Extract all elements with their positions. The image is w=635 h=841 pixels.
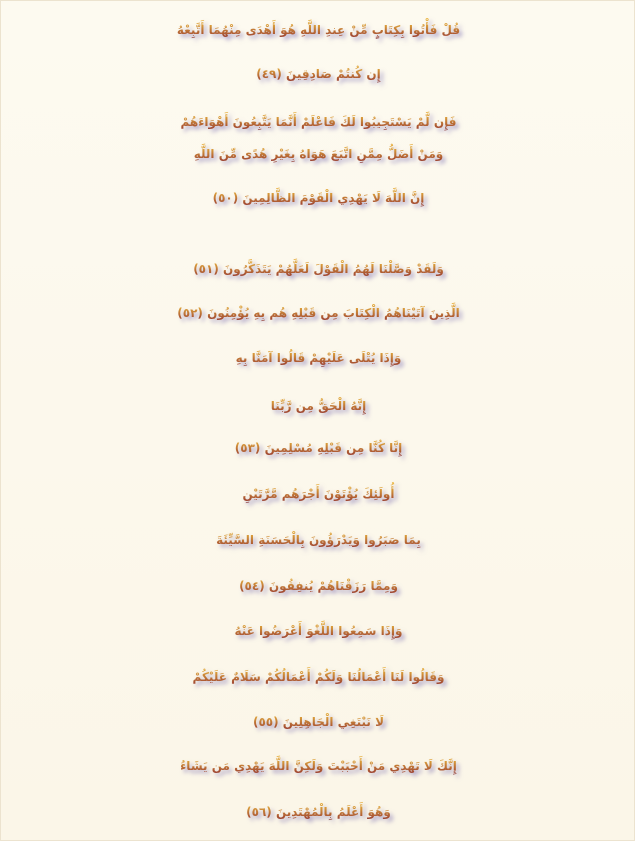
- verse-line: وَقَالُوا لَنَا أَعْمَالُنَا وَلَكُمْ أَعْمَالُكُمْ سَلَامٌ عَلَيْكُمْ: [1, 662, 635, 692]
- verse-line: وَإِذَا يُتْلَى عَلَيْهِمْ قَالُوا آمَنَّا بِهِ: [1, 343, 635, 373]
- verse-line: وَمَنْ أَضَلُّ مِمَّنِ اتَّبَعَ هَوَاهُ بِغَيْرِ هُدًى مِّنَ اللَّهِ: [1, 139, 635, 169]
- verse-line: وَلَقَدْ وَصَّلْنَا لَهُمُ الْقَوْلَ لَعَلَّهُمْ يَتَذَكَّرُونَ (٥١): [1, 254, 635, 284]
- verse-line: فَإِن لَّمْ يَسْتَجِيبُوا لَكَ فَاعْلَمْ أَنَّمَا يَتَّبِعُونَ أَهْوَاءَهُمْ: [1, 107, 635, 137]
- verse-line: لَا نَبْتَغِي الْجَاهِلِينَ (٥٥): [1, 707, 635, 737]
- verse-line: بِمَا صَبَرُوا وَيَدْرَؤُونَ بِالْحَسَنَةِ السَّيِّئَةَ: [1, 525, 635, 555]
- verse-line: أُولَئِكَ يُؤْتَوْنَ أَجْرَهُم مَّرَّتَيْنِ: [1, 479, 635, 509]
- verse-line: إِن كُنتُمْ صَادِقِينَ (٤٩): [1, 59, 635, 89]
- verse-line: إِنَّا كُنَّا مِن قَبْلِهِ مُسْلِمِينَ (٥٣): [1, 433, 635, 463]
- verse-line: قُلْ فَأْتُوا بِكِتَابٍ مِّنْ عِندِ اللَّهِ هُوَ أَهْدَى مِنْهُمَا أَتَّبِعْهُ: [1, 15, 635, 45]
- verse-line: وَإِذَا سَمِعُوا اللَّغْوَ أَعْرَضُوا عَنْهُ: [1, 616, 635, 646]
- verse-line: إِنَّهُ الْحَقُّ مِن رَّبِّنَا: [1, 391, 635, 421]
- verse-line: إِنَّكَ لَا تَهْدِي مَنْ أَحْبَبْتَ وَلَكِنَّ اللَّهَ يَهْدِي مَن يَشَاءُ: [1, 751, 635, 781]
- verse-line: وَمِمَّا رَزَقْنَاهُمْ يُنفِقُونَ (٥٤): [1, 571, 635, 601]
- verse-line: إِنَّ اللَّهَ لَا يَهْدِي الْقَوْمَ الظَّالِمِينَ (٥٠): [1, 183, 635, 213]
- verse-line: الَّذِينَ آتَيْنَاهُمُ الْكِتَابَ مِن قَبْلِهِ هُم بِهِ يُؤْمِنُونَ (٥٢): [1, 298, 635, 328]
- verse-line: وَهُوَ أَعْلَمُ بِالْمُهْتَدِينَ (٥٦): [1, 797, 635, 827]
